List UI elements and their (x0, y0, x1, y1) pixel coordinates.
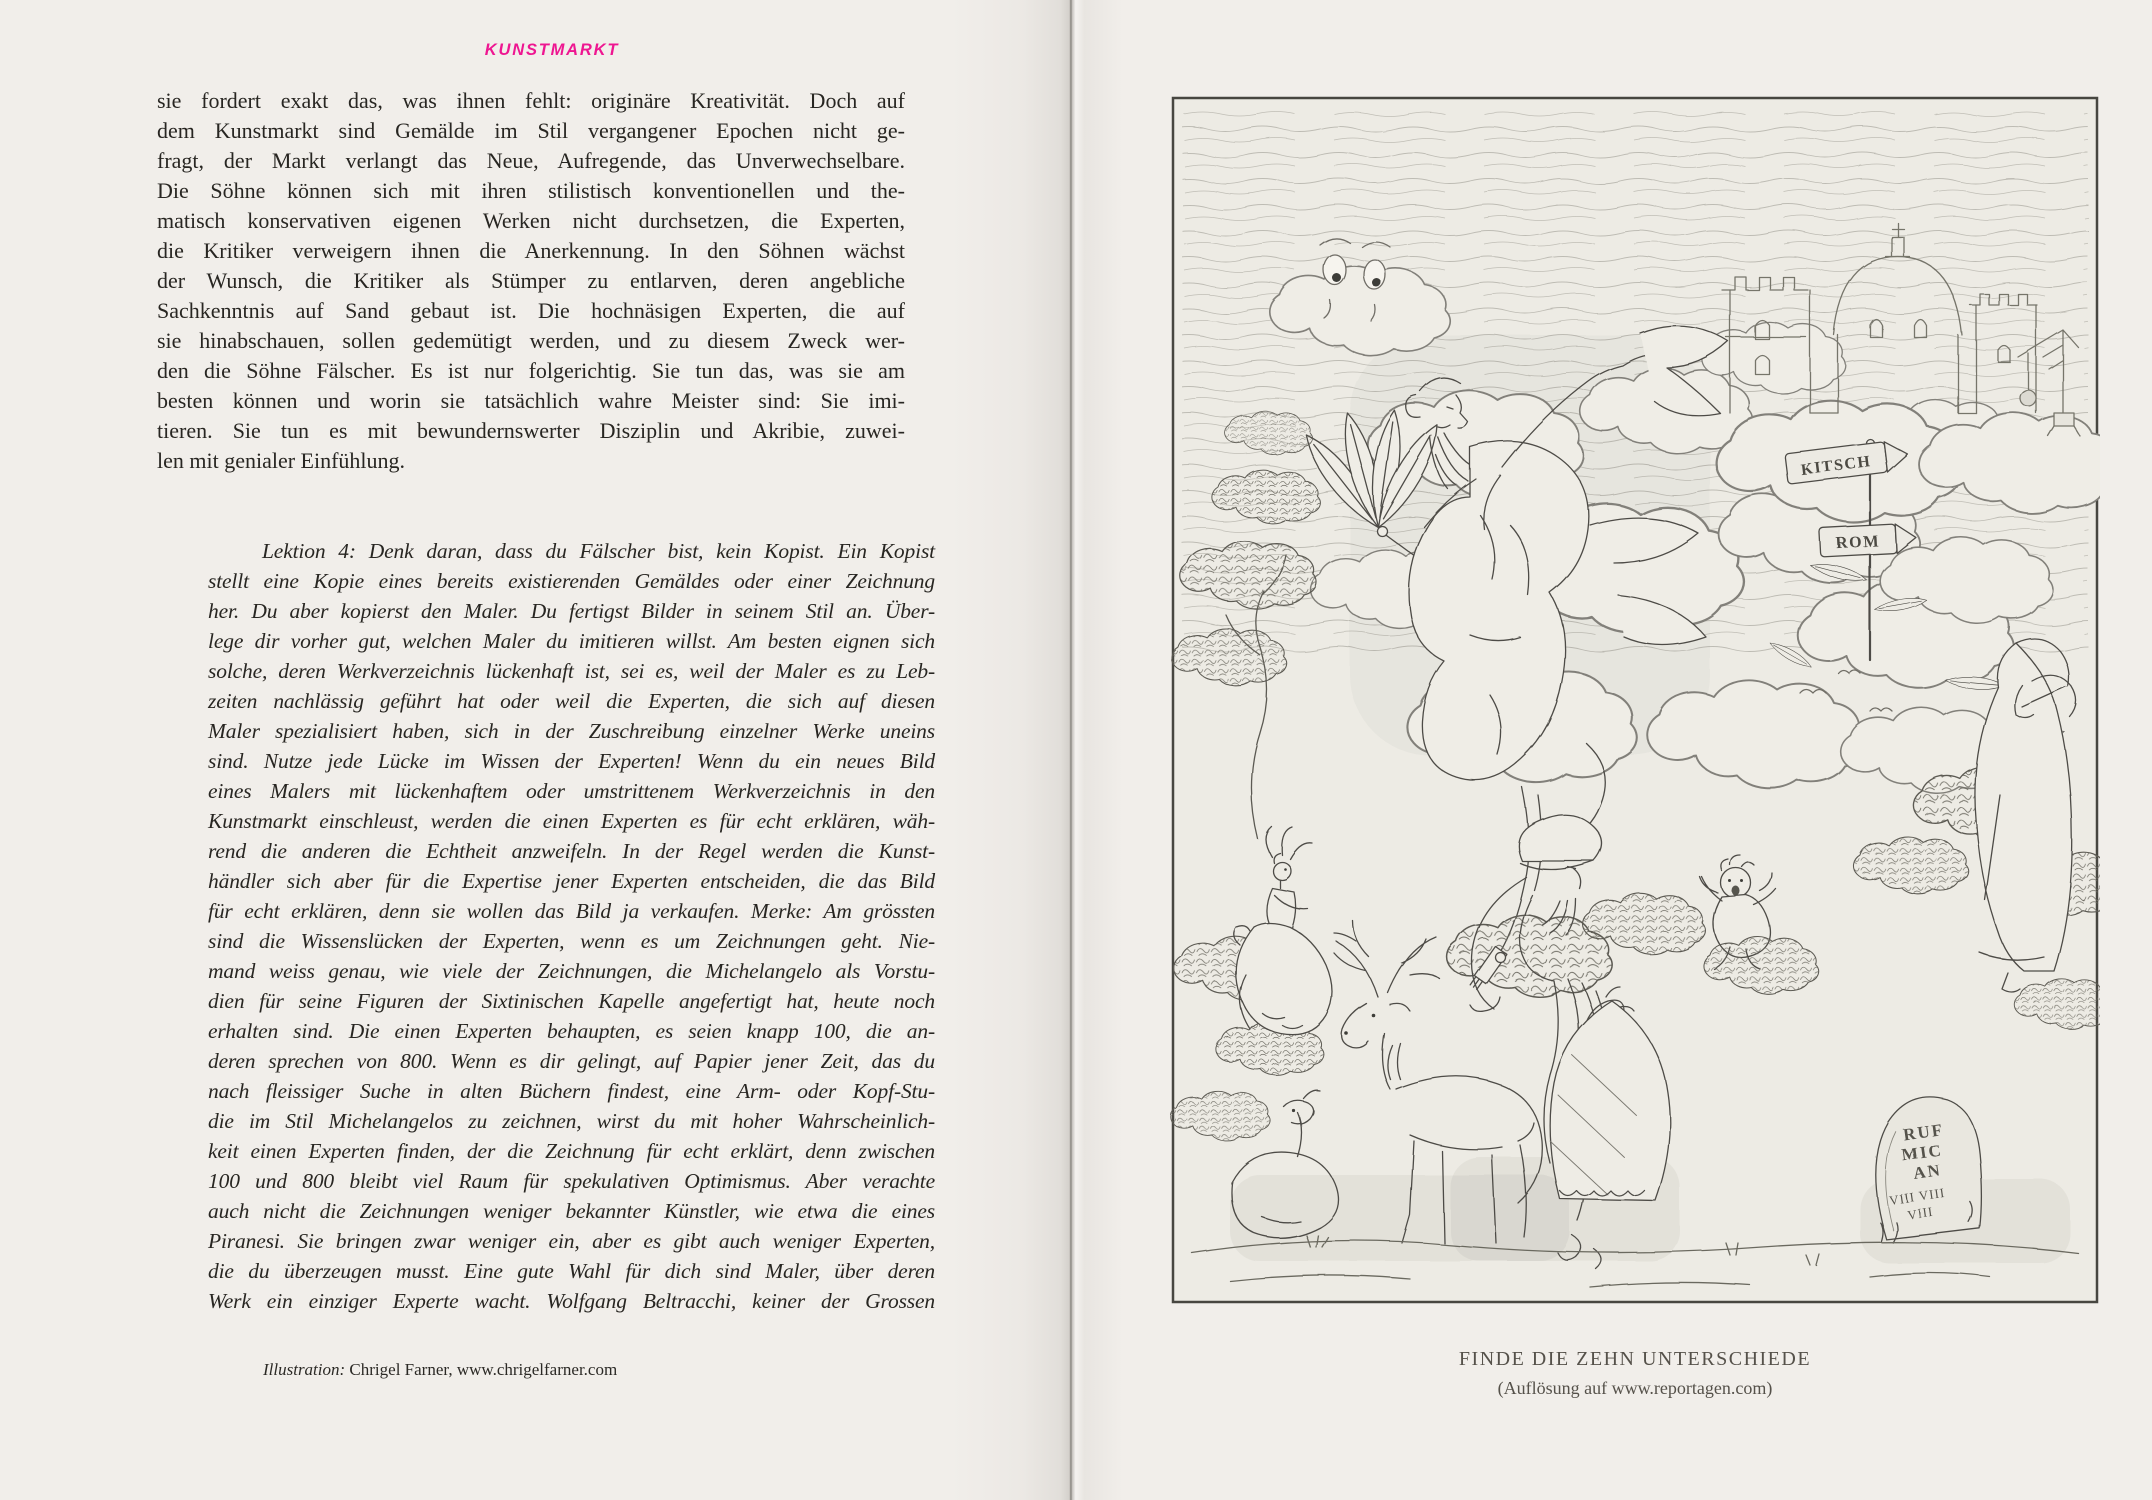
illustration (1170, 95, 2100, 1305)
text-line: len mit genialer Einfühlung. (157, 448, 406, 473)
text-line: solche, deren Werkverzeichnis lückenhaft ist, sei es, weil der Maler es zu Leb- (208, 659, 935, 683)
text-line: Maler spezialisiert haben, sich in der Zuschreibung einzelner Werke uneins (208, 719, 935, 743)
text-line: eines Malers mit lückenhaftem oder umstrittenem Werkverzeichnis in den (208, 779, 935, 803)
text-line: matisch konservativen eigenen Werken nicht durchsetzen, die Experten, (157, 208, 905, 233)
text-line: Werk ein einziger Experte wacht. Wolfgang Beltracchi, keiner der Grossen (208, 1289, 935, 1313)
caption-title: FINDE DIE ZEHN UNTERSCHIEDE (1458, 1348, 1812, 1370)
illustration-caption (1170, 1344, 2100, 1402)
text-line: sie fordert exakt das, was ihnen fehlt: originäre Kreativität. Doch auf (157, 88, 905, 113)
text-line: Kunstmarkt einschleust, werden die einen Experten es für echt erklären, wäh- (208, 809, 935, 833)
text-line: den die Söhne Fälscher. Es ist nur folgerichtig. Sie tun das, was sie am (157, 358, 905, 383)
text-line: für echt erklären, denn sie wollen das Bild ja verkaufen. Merke: Am grössten (208, 899, 935, 923)
text-line: die Kritiker verweigern ihnen die Anerkennung. In den Söhnen wächst (157, 238, 905, 263)
text-line: besten können und worin sie tatsächlich wahre Meister sind: Sie imi- (157, 388, 905, 413)
credit-line (263, 1360, 617, 1380)
text-line: rend die anderen die Echtheit anzweifeln. In der Regel werden die Kunst- (208, 839, 935, 863)
text-line: erhalten sind. Die einen Experten behaupten, es seien knapp 100, die an- (208, 1019, 935, 1043)
text-line: dem Kunstmarkt sind Gemälde im Stil vergangener Epochen nicht ge- (157, 118, 905, 143)
text-line: zeiten nachlässig geführt hat oder weil die Experten, die sich auf diesen (208, 689, 935, 713)
text-line: dien für seine Figuren der Sixtinischen Kapelle angefertigt hat, heute noch (208, 989, 935, 1013)
text-line: auch nicht die Zeichnungen weniger bekannter Künstler, wie etwa die eines (208, 1199, 935, 1223)
svg-text:RUF: RUF (1901, 1119, 1945, 1144)
text-line: sie hinabschauen, sollen gedemütigt werden, und zu diesem Zweck wer- (157, 328, 905, 353)
svg-text:MIC: MIC (1900, 1139, 1944, 1165)
text-line: Lektion 4: Denk daran, dass du Fälscher bist, kein Kopist. Ein Kopist (262, 539, 935, 563)
credit-label: Illustration: (263, 1360, 346, 1379)
text-line: stellt eine Kopie eines bereits existierenden Gemäldes oder einer Zeichnung (208, 569, 935, 593)
svg-text:AN: AN (1912, 1160, 1943, 1183)
text-line: deren sprechen von 800. Wenn es dir gelingt, auf Papier jener Zeit, das du (208, 1049, 935, 1073)
text-line: lege dir vorher gut, welchen Maler du imitieren willst. Am besten eignen sich (208, 629, 935, 653)
caption-subtitle: (Auflösung auf www.reportagen.com) (1497, 1378, 1773, 1398)
right-page (1071, 0, 2152, 1500)
text-line: die du überzeugen musst. Eine gute Wahl für dich sind Maler, über deren (208, 1259, 935, 1283)
svg-text:KITSCH: KITSCH (1799, 452, 1873, 479)
text-line: händler sich aber für die Expertise jener Experten entscheiden, die das Bild (208, 869, 935, 893)
text-line: tieren. Sie tun es mit bewundernswerter Disziplin und Akribie, zuwei- (157, 418, 905, 443)
lesson-paragraph (208, 536, 935, 1316)
text-line: her. Du aber kopierst den Maler. Du fertigst Bilder in seinem Stil an. Über- (208, 599, 935, 623)
text-line: nach fleissiger Suche in alten Büchern findest, eine Arm- oder Kopf-Stu- (208, 1079, 935, 1103)
section-label: KUNSTMARKT (484, 41, 620, 59)
svg-text:VIII VIII: VIII VIII (1887, 1184, 1947, 1208)
svg-text:VIII: VIII (1905, 1203, 1935, 1223)
svg-text:ROM: ROM (1835, 532, 1881, 553)
credit-text: Chrigel Farner, www.chrigelfarner.com (349, 1360, 618, 1379)
text-line: die im Stil Michelangelos zu zeichnen, wirst du mit hoher Wahrscheinlich- (208, 1109, 935, 1133)
text-line: sind die Wissenslücken der Experten, wenn es um Zeichnungen geht. Nie- (208, 929, 935, 953)
text-line: Sachkenntnis auf Sand gebaut ist. Die hochnäsigen Experten, die auf (157, 298, 905, 323)
left-page (0, 0, 1071, 1500)
text-line: sind. Nutze jede Lücke im Wissen der Experten! Wenn du ein neues Bild (208, 749, 935, 773)
text-line: Piranesi. Sie bringen zwar weniger ein, aber es gibt auch weniger Experten, (208, 1229, 935, 1253)
text-line: mand weiss genau, wie viele der Zeichnungen, die Michelangelo als Vorstu- (208, 959, 935, 983)
text-line: keit einen Experten finden, der die Zeichnung für echt erklärt, denn zwischen (208, 1139, 935, 1163)
text-line: 100 und 800 bleibt viel Raum für spekulativen Optimismus. Aber verachte (208, 1169, 935, 1193)
text-line: der Wunsch, die Kritiker als Stümper zu entlarven, deren angebliche (157, 268, 905, 293)
text-line: fragt, der Markt verlangt das Neue, Aufregende, das Unverwechselbare. (157, 148, 905, 173)
body-paragraph (157, 86, 905, 476)
text-line: Die Söhne können sich mit ihren stilistisch konventionellen und the- (157, 178, 905, 203)
